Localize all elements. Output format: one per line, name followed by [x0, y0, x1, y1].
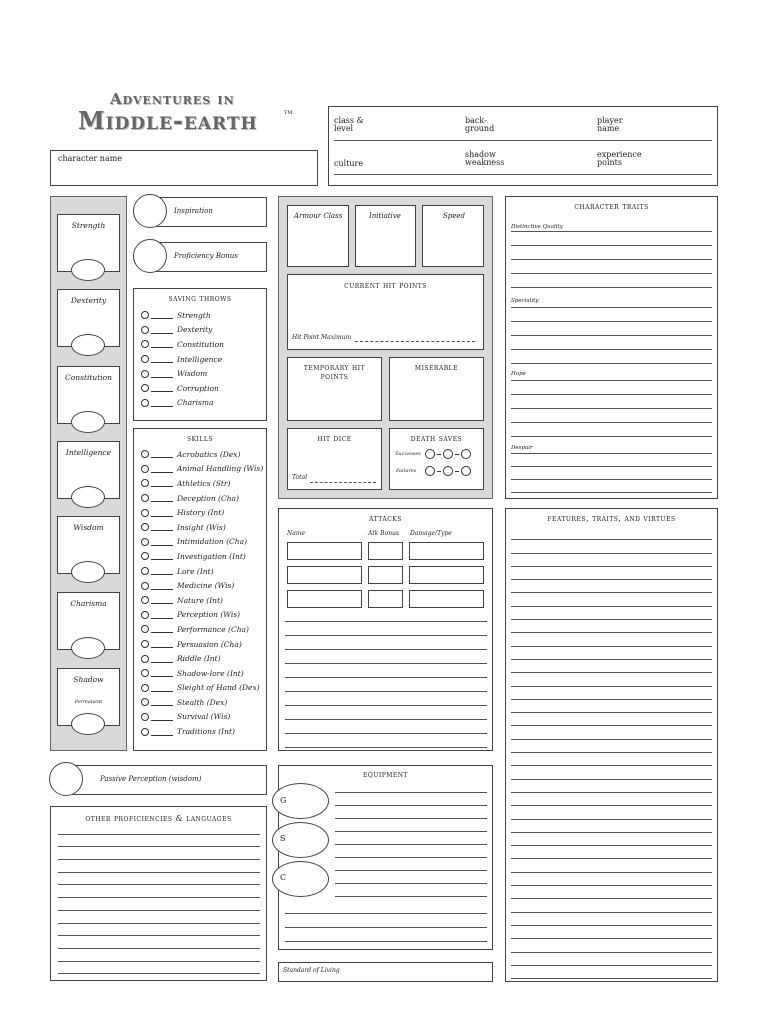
modifier-blank[interactable]	[151, 384, 173, 392]
skill-row[interactable]	[141, 549, 263, 564]
ability-modifier-oval[interactable]	[71, 561, 105, 583]
writing-line[interactable]	[511, 554, 712, 567]
modifier-blank[interactable]	[151, 698, 173, 706]
class-level-field[interactable]	[334, 140, 712, 141]
writing-line[interactable]	[511, 423, 712, 437]
saving-throw-row[interactable]	[141, 323, 224, 338]
speciality-lines[interactable]	[511, 294, 712, 364]
modifier-blank[interactable]	[151, 370, 173, 378]
writing-line[interactable]	[285, 928, 487, 942]
modifier-blank[interactable]	[151, 509, 173, 517]
logo-line1: Adventures in	[110, 90, 235, 108]
proficiency-bubble[interactable]	[141, 399, 149, 407]
writing-line[interactable]	[58, 962, 260, 975]
skill-row[interactable]	[141, 535, 263, 550]
writing-line[interactable]	[511, 607, 712, 620]
temp-hp-title: temporary hit points	[303, 363, 366, 381]
skill-row[interactable]	[141, 476, 263, 491]
writing-line[interactable]	[335, 884, 487, 897]
skill-row-label: Persuasion (Cha)	[177, 639, 242, 649]
saving-throw-row[interactable]	[141, 308, 224, 323]
writing-line[interactable]	[335, 871, 487, 884]
proficiency-bubble[interactable]	[141, 625, 149, 633]
skill-row-label: Intimidation (Cha)	[177, 537, 248, 547]
shadow-permanent-label: Permanent	[74, 699, 103, 705]
modifier-blank[interactable]	[151, 450, 173, 458]
proficiency-bubble[interactable]	[141, 450, 149, 458]
saving-throws-list	[141, 308, 224, 410]
skill-row-label: Deception (Cha)	[177, 493, 239, 503]
modifier-blank[interactable]	[151, 713, 173, 721]
attack-name-field[interactable]	[287, 590, 362, 608]
saving-throw-row[interactable]	[141, 337, 224, 352]
saving-throw-row-label: Corruption	[177, 383, 219, 393]
logo	[72, 86, 292, 140]
skill-row-label: Lore (Int)	[177, 566, 214, 576]
writing-line[interactable]	[58, 847, 260, 860]
saving-throw-row-label: Charisma	[177, 398, 214, 408]
modifier-blank[interactable]	[151, 728, 173, 736]
writing-line[interactable]	[511, 527, 712, 540]
attack-bonus-field[interactable]	[368, 590, 403, 608]
ability-label: Intelligence	[65, 448, 112, 457]
writing-line[interactable]	[285, 900, 487, 914]
writing-line[interactable]	[511, 939, 712, 952]
ability-label: Dexterity	[70, 296, 107, 305]
skill-row-label: Riddle (Int)	[177, 654, 221, 664]
writing-line[interactable]	[511, 409, 712, 423]
proficiency-bubble[interactable]	[141, 311, 149, 319]
writing-line[interactable]	[511, 766, 712, 779]
modifier-blank[interactable]	[151, 684, 173, 692]
writing-line[interactable]	[511, 246, 712, 260]
coin-gold-label: G	[280, 796, 287, 805]
modifier-blank[interactable]	[151, 669, 173, 677]
modifier-blank[interactable]	[151, 582, 173, 590]
skill-row[interactable]	[141, 681, 263, 696]
writing-line[interactable]	[511, 753, 712, 766]
successes-checks[interactable]	[425, 449, 471, 459]
coin-copper-label: C	[280, 873, 287, 882]
writing-line[interactable]	[511, 350, 712, 364]
other-proficiencies-title: other proficiencies & languages	[85, 814, 232, 823]
saving-throw-row-label: Dexterity	[177, 325, 213, 335]
skill-row-label: Survival (Wis)	[177, 712, 231, 722]
writing-line[interactable]	[511, 322, 712, 336]
modifier-blank[interactable]	[151, 611, 173, 619]
skill-row-label: Shadow-lore (Int)	[177, 668, 244, 678]
writing-line[interactable]	[511, 336, 712, 350]
writing-line[interactable]	[511, 647, 712, 660]
writing-line[interactable]	[511, 660, 712, 673]
writing-line[interactable]	[511, 886, 712, 899]
writing-line[interactable]	[58, 885, 260, 898]
writing-line[interactable]	[285, 734, 487, 748]
character-traits-title: character traits	[574, 202, 649, 211]
proficiency-bubble[interactable]	[141, 465, 149, 473]
hope-lines[interactable]	[511, 367, 712, 437]
skill-row[interactable]	[141, 564, 263, 579]
hit-dice-total-label: Total	[292, 474, 308, 481]
other-proficiencies-lines[interactable]	[58, 822, 260, 974]
proficiency-bubble[interactable]	[141, 611, 149, 619]
writing-line[interactable]	[511, 593, 712, 606]
writing-line[interactable]	[511, 620, 712, 633]
writing-line[interactable]	[511, 926, 712, 939]
writing-line[interactable]	[511, 580, 712, 593]
experience-points-label: experience points	[597, 150, 642, 167]
background-label: back-ground	[465, 116, 495, 133]
skills-title: skills	[186, 434, 214, 443]
writing-line[interactable]	[511, 687, 712, 700]
saving-throw-row-label: Strength	[177, 310, 211, 320]
writing-line[interactable]	[511, 793, 712, 806]
skill-row[interactable]	[141, 710, 263, 725]
skill-row-label: Nature (Int)	[177, 595, 223, 605]
proficiency-circle[interactable]	[133, 239, 167, 273]
modifier-blank[interactable]	[151, 326, 173, 334]
passive-perception-circle[interactable]	[49, 762, 83, 796]
hp-max-label: Hit Point Maximum	[292, 334, 352, 341]
modifier-blank[interactable]	[151, 625, 173, 633]
saving-throw-row-label: Intelligence	[177, 354, 223, 364]
proficiency-bubble[interactable]	[141, 370, 149, 378]
writing-line[interactable]	[511, 700, 712, 713]
writing-line[interactable]	[511, 294, 712, 308]
proficiency-bubble[interactable]	[141, 509, 149, 517]
success-connector-2	[455, 454, 459, 455]
writing-line[interactable]	[511, 673, 712, 686]
skill-row-label: History (Int)	[177, 508, 225, 518]
writing-line[interactable]	[511, 873, 712, 886]
skill-row[interactable]	[141, 447, 263, 462]
success-check-2[interactable]	[443, 449, 453, 459]
logo-tm: TM	[284, 110, 293, 116]
writing-line[interactable]	[58, 898, 260, 911]
current-hp-title: current hit points	[344, 281, 427, 290]
success-check-1[interactable]	[425, 449, 435, 459]
skill-row-label: Performance (Cha)	[177, 624, 249, 634]
saving-throw-row[interactable]	[141, 352, 224, 367]
saving-throw-row[interactable]	[141, 396, 224, 411]
failures-checks[interactable]	[425, 466, 471, 476]
ability-label: Charisma	[70, 599, 107, 608]
modifier-blank[interactable]	[151, 523, 173, 531]
writing-line[interactable]	[511, 726, 712, 739]
writing-line[interactable]	[511, 381, 712, 395]
proficiency-bubble[interactable]	[141, 728, 149, 736]
character-name-label: character name	[58, 154, 123, 163]
writing-line[interactable]	[58, 924, 260, 937]
writing-line[interactable]	[285, 678, 487, 692]
writing-line[interactable]	[335, 819, 487, 832]
writing-line[interactable]	[335, 780, 487, 793]
writing-line[interactable]	[285, 622, 487, 636]
skill-row-label: Sleight of Hand (Dex)	[177, 683, 260, 693]
saving-throws-title: saving throws	[168, 294, 232, 303]
skill-row[interactable]	[141, 505, 263, 520]
saving-throw-row-label: Wisdom	[177, 369, 208, 379]
modifier-blank[interactable]	[151, 655, 173, 663]
writing-line[interactable]	[285, 914, 487, 928]
ability-modifier-oval[interactable]	[71, 637, 105, 659]
modifier-blank[interactable]	[151, 399, 173, 407]
proficiency-bubble[interactable]	[141, 669, 149, 677]
modifier-blank[interactable]	[151, 465, 173, 473]
skills-list	[141, 447, 263, 739]
writing-line[interactable]	[58, 835, 260, 848]
logo-line2: Middle-earth	[78, 106, 258, 135]
attack-name-field[interactable]	[287, 566, 362, 584]
success-check-3[interactable]	[461, 449, 471, 459]
modifier-blank[interactable]	[151, 552, 173, 560]
writing-line[interactable]	[511, 260, 712, 274]
skill-row[interactable]	[141, 695, 263, 710]
writing-line[interactable]	[511, 780, 712, 793]
proficiency-bubble[interactable]	[141, 494, 149, 502]
features-title: features, traits, and virtues	[547, 514, 676, 523]
writing-line[interactable]	[511, 308, 712, 322]
proficiency-bubble[interactable]	[141, 538, 149, 546]
writing-line[interactable]	[511, 232, 712, 246]
skill-row-label: Perception (Wis)	[177, 610, 240, 620]
skill-row-label: Traditions (Int)	[177, 727, 235, 737]
attack-damage-field[interactable]	[409, 590, 484, 608]
attacks-title: attacks	[369, 514, 402, 523]
skill-row[interactable]	[141, 651, 263, 666]
modifier-blank[interactable]	[151, 567, 173, 575]
equipment-title: equipment	[362, 770, 409, 779]
writing-line[interactable]	[511, 713, 712, 726]
writing-line[interactable]	[511, 806, 712, 819]
class-level-label: class & level	[334, 116, 364, 133]
writing-line[interactable]	[511, 218, 712, 232]
writing-line[interactable]	[511, 820, 712, 833]
writing-line[interactable]	[335, 793, 487, 806]
ability-label: Wisdom	[73, 523, 104, 532]
saving-throw-row[interactable]	[141, 366, 224, 381]
modifier-blank[interactable]	[151, 538, 173, 546]
despair-lines[interactable]	[511, 441, 712, 493]
proficiency-bubble[interactable]	[141, 523, 149, 531]
ability-label: Constitution	[65, 373, 112, 382]
attacks-name-header: Name	[287, 530, 306, 537]
writing-line[interactable]	[511, 633, 712, 646]
skill-row[interactable]	[141, 491, 263, 506]
writing-line[interactable]	[511, 953, 712, 966]
modifier-blank[interactable]	[151, 494, 173, 502]
standard-of-living-label: Standard of Living	[283, 967, 340, 974]
proficiency-bubble[interactable]	[141, 340, 149, 348]
proficiency-bubble[interactable]	[141, 355, 149, 363]
proficiency-bubble[interactable]	[141, 552, 149, 560]
coin-silver-label: S	[280, 834, 286, 843]
proficiency-label: Proficiency Bonus	[174, 252, 238, 260]
writing-line[interactable]	[335, 806, 487, 819]
writing-line[interactable]	[511, 480, 712, 493]
culture-field[interactable]	[334, 174, 712, 175]
skill-row-label: Athletics (Str)	[177, 478, 231, 488]
skill-row-label: Medicine (Wis)	[177, 581, 235, 591]
proficiency-bubble[interactable]	[141, 326, 149, 334]
ability-modifier-oval[interactable]	[71, 713, 105, 735]
modifier-blank[interactable]	[151, 355, 173, 363]
player-name-label: player name	[597, 116, 623, 133]
failure-connector-1	[437, 471, 441, 472]
writing-line[interactable]	[58, 911, 260, 924]
failure-connector-2	[455, 471, 459, 472]
passive-perception-label: Passive Perception (wisdom)	[100, 775, 202, 783]
skill-row[interactable]	[141, 724, 263, 739]
failure-check-3[interactable]	[461, 466, 471, 476]
hit-dice-total-field[interactable]	[310, 482, 376, 483]
writing-line[interactable]	[285, 636, 487, 650]
failure-check-2[interactable]	[443, 466, 453, 476]
successes-label: Successes	[395, 451, 421, 457]
writing-line[interactable]	[58, 822, 260, 835]
ability-modifier-oval[interactable]	[71, 486, 105, 508]
proficiency-bubble[interactable]	[141, 655, 149, 663]
writing-line[interactable]	[58, 860, 260, 873]
writing-line[interactable]	[511, 833, 712, 846]
armour-class-label: Armour Class	[294, 212, 343, 220]
distinctive-quality-label: Distinctive Quality	[511, 224, 563, 230]
writing-line[interactable]	[511, 913, 712, 926]
writing-line[interactable]	[511, 395, 712, 409]
proficiency-bubble[interactable]	[141, 684, 149, 692]
inspiration-label: Inspiration	[174, 207, 213, 215]
skill-row[interactable]	[141, 462, 263, 477]
writing-line[interactable]	[511, 859, 712, 872]
writing-line[interactable]	[285, 608, 487, 622]
attack-bonus-field[interactable]	[368, 542, 403, 560]
writing-line[interactable]	[511, 846, 712, 859]
despair-label: Despair	[511, 445, 533, 451]
modifier-blank[interactable]	[151, 479, 173, 487]
skill-row-label: Investigation (Int)	[177, 551, 246, 561]
skill-row-label: Animal Handling (Wis)	[177, 464, 264, 474]
writing-line[interactable]	[285, 650, 487, 664]
modifier-blank[interactable]	[151, 640, 173, 648]
failure-check-1[interactable]	[425, 466, 435, 476]
skill-row[interactable]	[141, 608, 263, 623]
writing-line[interactable]	[285, 692, 487, 706]
skill-row-label: Acrobatics (Dex)	[177, 449, 241, 459]
speciality-label: Speciality	[511, 298, 539, 304]
miserable-title: miserable	[414, 363, 459, 372]
proficiency-bubble[interactable]	[141, 698, 149, 706]
hp-max-field[interactable]	[355, 341, 475, 342]
attacks-damage-header: Damage/Type	[410, 530, 452, 537]
writing-line[interactable]	[285, 664, 487, 678]
attack-bonus-field[interactable]	[368, 566, 403, 584]
distinctive-quality-lines[interactable]	[511, 218, 712, 288]
attack-damage-field[interactable]	[409, 542, 484, 560]
equipment-lines-right[interactable]	[335, 780, 487, 897]
hit-dice-title: hit dice	[317, 434, 352, 443]
modifier-blank[interactable]	[151, 596, 173, 604]
writing-line[interactable]	[511, 899, 712, 912]
attacks-lines[interactable]	[285, 608, 487, 748]
writing-line[interactable]	[511, 441, 712, 454]
death-saves-title: death saves	[410, 434, 463, 443]
skill-row[interactable]	[141, 622, 263, 637]
speed-label: Speed	[443, 212, 466, 220]
equipment-lines-full[interactable]	[285, 900, 487, 942]
writing-line[interactable]	[511, 740, 712, 753]
ability-label: Strength	[71, 221, 106, 230]
modifier-blank[interactable]	[151, 340, 173, 348]
proficiency-bubble[interactable]	[141, 567, 149, 575]
proficiency-bubble[interactable]	[141, 479, 149, 487]
features-lines[interactable]	[511, 527, 712, 979]
ability-modifier-oval[interactable]	[71, 259, 105, 281]
proficiency-bubble[interactable]	[141, 713, 149, 721]
ability-modifier-oval[interactable]	[71, 334, 105, 356]
saving-throw-row-label: Constitution	[177, 339, 224, 349]
skill-row[interactable]	[141, 593, 263, 608]
writing-line[interactable]	[58, 873, 260, 886]
writing-line[interactable]	[285, 706, 487, 720]
proficiency-bubble[interactable]	[141, 384, 149, 392]
culture-label: culture	[334, 159, 364, 168]
writing-line[interactable]	[511, 966, 712, 979]
skill-row[interactable]	[141, 578, 263, 593]
success-connector-1	[437, 454, 441, 455]
proficiency-bubble[interactable]	[141, 596, 149, 604]
skill-row[interactable]	[141, 520, 263, 535]
writing-line[interactable]	[58, 936, 260, 949]
modifier-blank[interactable]	[151, 311, 173, 319]
writing-line[interactable]	[511, 467, 712, 480]
skill-row[interactable]	[141, 666, 263, 681]
writing-line[interactable]	[58, 949, 260, 962]
writing-line[interactable]	[511, 540, 712, 553]
hope-label: Hope	[511, 371, 526, 377]
ability-modifier-oval[interactable]	[71, 411, 105, 433]
writing-line[interactable]	[511, 274, 712, 288]
writing-line[interactable]	[335, 845, 487, 858]
attack-damage-field[interactable]	[409, 566, 484, 584]
skill-row-label: Stealth (Dex)	[177, 697, 228, 707]
attacks-bonus-header: Atk Bonus	[368, 530, 400, 537]
ability-label: Shadow	[73, 675, 104, 684]
proficiency-bubble[interactable]	[141, 582, 149, 590]
saving-throw-row[interactable]	[141, 381, 224, 396]
attack-name-field[interactable]	[287, 542, 362, 560]
writing-line[interactable]	[511, 567, 712, 580]
skill-row[interactable]	[141, 637, 263, 652]
writing-line[interactable]	[335, 832, 487, 845]
writing-line[interactable]	[285, 720, 487, 734]
writing-line[interactable]	[335, 858, 487, 871]
initiative-label: Initiative	[369, 212, 401, 220]
writing-line[interactable]	[511, 367, 712, 381]
writing-line[interactable]	[511, 454, 712, 467]
failures-label: Failures	[396, 468, 417, 474]
proficiency-bubble[interactable]	[141, 640, 149, 648]
shadow-weakness-label: shadow weakness	[465, 150, 505, 167]
inspiration-circle[interactable]	[133, 194, 167, 228]
skill-row-label: Insight (Wis)	[177, 522, 226, 532]
